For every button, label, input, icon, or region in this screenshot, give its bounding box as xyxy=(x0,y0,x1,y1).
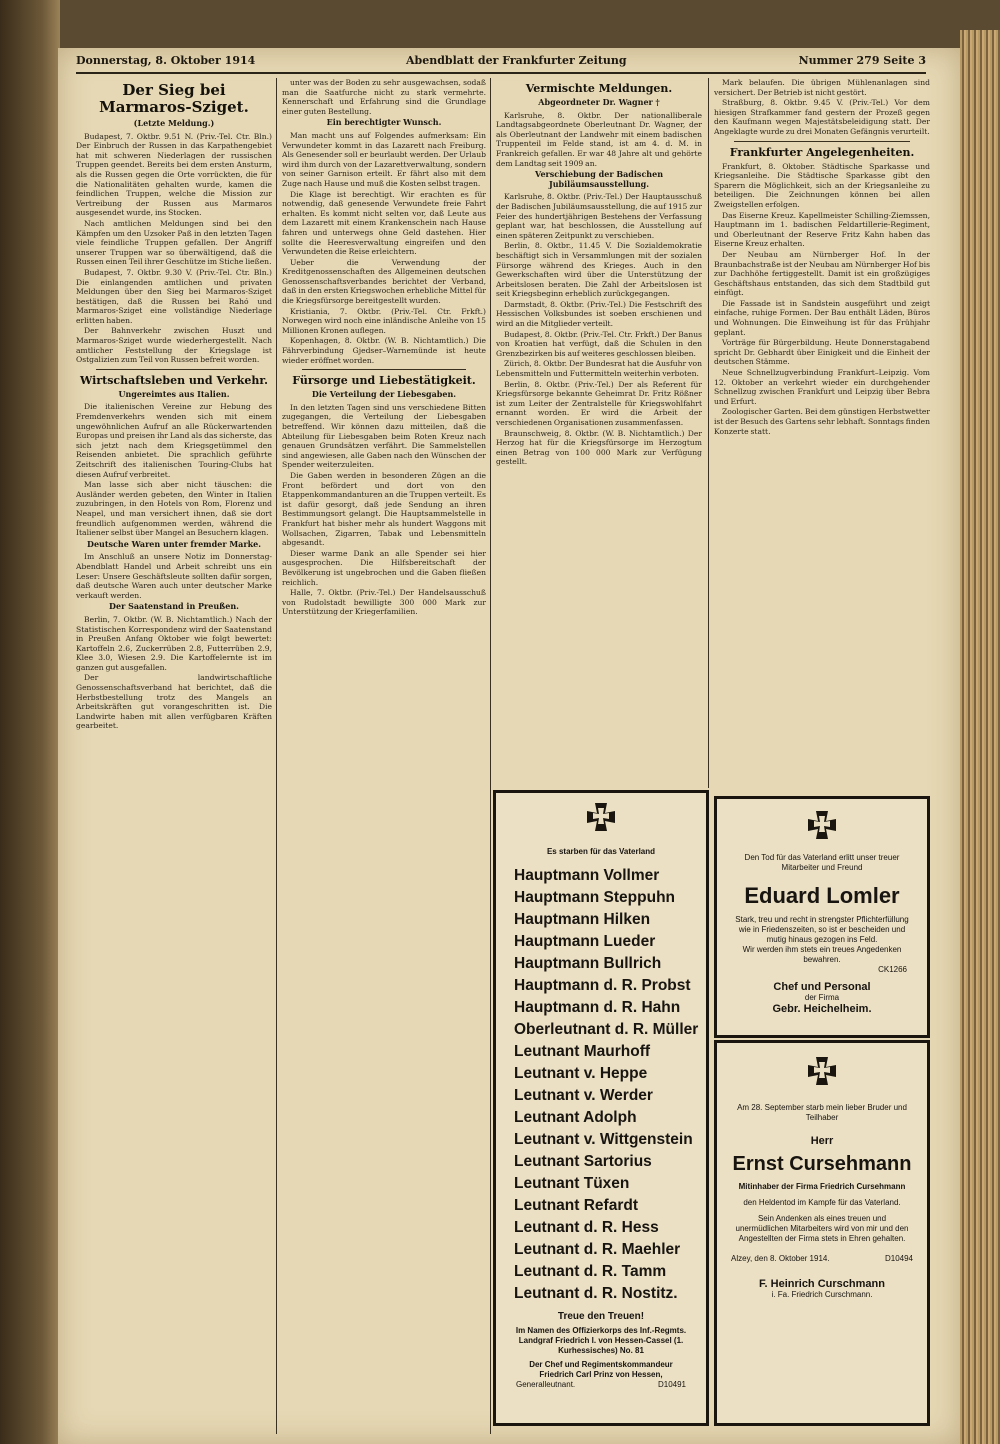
officer-name: Leutnant d. R. Maehler xyxy=(514,1241,681,1258)
deceased-name: Ernst Cursehmann xyxy=(732,1153,912,1175)
article-text: Der landwirtschaftliche Genossenschaftsverband hat berichtet, daß die Herbstbestellung trotz des Mangels an Arbeitskräften gut vorangeschritten ist. Die Landwirte haben mit allen verfügbaren Kräften gearbeitet. xyxy=(76,673,272,731)
officer-name: Leutnant d. R. Hess xyxy=(514,1219,659,1236)
masthead-paper: Abendblatt der Frankfurter Zeitung xyxy=(406,54,627,67)
obituary-cursehmann xyxy=(714,1040,930,1426)
column-4 xyxy=(714,78,930,784)
ad-commander: Friedrich Carl Prinz von Hessen, xyxy=(539,1370,663,1379)
officer-name: Hauptmann Lueder xyxy=(514,933,656,950)
ad-intro: Den Tod für das Vaterland erlitt unser treuer Mitarbeiter und Freund xyxy=(744,853,900,872)
subhead-wagner: Abgeordneter Dr. Wagner † xyxy=(538,97,660,107)
fallen-officers-list xyxy=(496,865,706,1305)
article-text: Neue Schnellzugverbindung Frankfurt–Leipzig. Vom 12. Oktober an verkehrt wieder ein durchgehender Schnellzug zwischen Frankfurt und Leipzig über Bebra und Erfurt. xyxy=(714,368,930,406)
obituary-lomler xyxy=(714,796,930,1038)
ad-herr: Herr xyxy=(810,1135,834,1147)
officer-name: Leutnant Tüxen xyxy=(514,1175,630,1192)
officer-name: Hauptmann Vollmer xyxy=(514,867,660,884)
article-text: Budapest, 7. Oktbr. 9.51 N. (Priv.-Tel. Ctr. Bln.) Der Einbruch der Russen in das Karpathengebiet hat mit schweren Niederlagen der russischen Truppen geendet. Bereits bei dem ersten Ansturm, als die Russen gegen die Orte vorrückten, die für die Nationalitäten gehalten wurde, kamen die feindlichen Truppen, welche die Mission zur Vertreibung der Russen aus Marmaros ausgesendet wurde, ins Stocken. xyxy=(76,131,272,218)
subhead-italy: Ungereimtes aus Italien. xyxy=(118,388,230,399)
divider xyxy=(734,141,910,142)
deceased-name: Eduard Lomler xyxy=(744,883,900,908)
iron-cross-icon xyxy=(802,809,842,849)
ad-place-date: Alzey, den 8. Oktober 1914. xyxy=(731,1254,830,1263)
article-text: Zürich, 8. Oktbr. Der Bundesrat hat die Ausfuhr von Lebensmitteln und Futtermitteln weiterhin verboten. xyxy=(496,359,702,379)
ad-firm-pre: der Firma xyxy=(804,993,840,1002)
ad-text: Stark, treu und recht in strengster Pflichterfüllung wie in Friedenszeiten, so ist er bescheiden und mutig hinaus gezogen ins Feld. xyxy=(735,915,909,944)
headline-misc: Vermischte Meldungen. xyxy=(525,82,673,95)
article-text: Karlsruhe, 8. Oktbr. (Priv.-Tel.) Der Hauptausschuß der Badischen Jubiläumsausstellung, die auf 1915 zur Feier des hundertjährigen Bestehens der Verfassung geplant war, hat beschlossen, die Ausstellung auf einen späteren Zeitpunkt zu verschieben. xyxy=(496,192,702,240)
ad-code: D10491 xyxy=(657,1380,686,1389)
article-text: Das Eiserne Kreuz. Kapellmeister Schilling-Ziemssen, Hauptmann im 1. badischen Feldartillerie-Regiment, und Oberleutnant der Reserve Fritz Kahn haben das Eiserne Kreuz erhalten. xyxy=(714,210,930,249)
article-text: Mark belaufen. Die übrigen Mühlenanlagen sind versichert. Der Betrieb ist nicht gestört. xyxy=(714,78,930,97)
article-text: Berlin, 8. Oktbr. (Priv.-Tel.) Der als Referent für Kriegsfürsorge bekannte Geheimrat Dr. Fritz Rößner ist zum Leiter der Zentralstelle für Kriegswohlfahrt ernannt worden. Er wird die Arbeit der verschiedenen Organisationen zusammenfassen. xyxy=(496,379,702,427)
article-text: Im Anschluß an unsere Notiz im Donnerstag-Abendblatt Handel und Arbeit schreibt uns ein Leser: Unsere Geschäftsleute sollten dafür sorgen, daß deutsche Waren auch unter deutscher Marke verkauft werden. xyxy=(76,552,272,600)
column-3 xyxy=(496,78,702,784)
officer-name: Leutnant Sartorius xyxy=(514,1153,652,1170)
article-text: Halle, 7. Oktbr. (Priv.-Tel.) Der Handelsausschuß von Rudolstadt bewilligte 300 000 Mark zur Unterstützung der Kriegerfamilien. xyxy=(282,588,486,617)
article-text: Die Gaben werden in besonderen Zügen an die Front befördert und dort von den Etappenkommandanturen an die Truppen verteilt. Es ist dafür gesorgt, daß jede Sendung an ihren Bestimmungsort gelangt. Die Hauptsammelstelle in Frankfurt hat bisher mehr als hundert Waggons mit Wollsachen, Zigarren, Tabak und Lebensmitteln abgesandt. xyxy=(282,470,486,548)
article-text: Budapest, 8. Oktbr. (Priv.-Tel. Ctr. Frkft.) Der Banus von Kroatien hat verfügt, daß die Schulen in den Grenzbezirken bis auf weiteres geschlossen bleiben. xyxy=(496,329,702,358)
article-text: Man lasse sich aber nicht täuschen: die Ausländer werden gebeten, den Winter in Italien zuzubringen, in den Hotels von Rom, Florenz und Neapel, und man versichert ihnen, daß sie dort freundlich aufgenommen werden, während die Italiener selbst über Mangel an Besuchern klagen. xyxy=(76,480,272,538)
ad-commander-title: Der Chef und Regimentskommandeur xyxy=(529,1360,673,1369)
officer-name: Leutnant Maurhoff xyxy=(514,1043,651,1060)
ad-regiment: Im Namen des Offizierkorps des Inf.-Regmts. Landgraf Friedrich I. von Hessen-Cassel (1. Kurhessisches) No. 81 xyxy=(515,1326,687,1355)
article-text: Man macht uns auf Folgendes aufmerksam: Ein Verwundeter kommt in das Lazarett nach Freiburg. Als Genesender soll er beurlaubt werden. Der Urlaub wird ihm durch von der Lazarettverwaltung, sondern von seiner Garnison erteilt. Er fährt also mit dem Zuge nach Hause und muß die Kosten selbst tragen. xyxy=(282,130,486,188)
headline-welfare: Fürsorge und Liebestätigkeit. xyxy=(292,374,476,388)
ad-heading: Es starben für das Vaterland xyxy=(546,847,656,856)
officer-name: Leutnant v. Heppe xyxy=(514,1065,648,1082)
article-text: Ueber die Verwendung der Kreditgenossenschaften des Allgemeinen deutschen Genossenschaftsverbandes berichtet der Verband, daß in den ersten Kriegswochen erhebliche Mittel für die Kriegsfürsorge bereitgestellt wurden. xyxy=(282,257,486,306)
officer-name: Hauptmann d. R. Probst xyxy=(514,977,691,994)
divider xyxy=(96,369,252,370)
headline-economy: Wirtschaftsleben und Verkehr. xyxy=(80,373,268,387)
article-text: unter was der Boden zu sehr ausgewachsen, sodaß man die Saatfurche nicht zu stark vermehrte. Kennerschaft und Erfahrung sind die Grundlage einer guten Bestellung. xyxy=(282,78,486,116)
officer-name: Leutnant v. Wittgenstein xyxy=(514,1131,693,1148)
column-rule xyxy=(276,78,277,1434)
masthead-number: Nummer 279 Seite 3 xyxy=(798,54,926,67)
ad-text: Wir werden ihm stets ein treues Angedenken bewahren. xyxy=(742,945,902,964)
article-text: Straßburg, 8. Oktbr. 9.45 V. (Priv.-Tel.) Vor dem hiesigen Strafkammer fand gestern der Prozeß gegen den Kaufmann wegen Majestätsbeleidigung statt. Der Angeklagte wurde zu drei Monaten Gefängnis verurteilt. xyxy=(714,98,930,136)
divider xyxy=(302,369,466,370)
officer-name: Leutnant v. Werder xyxy=(514,1087,653,1104)
page-edge xyxy=(960,30,1000,1444)
article-text: Der Bahnverkehr zwischen Huszt und Marmaros-Sziget wurde wiederhergestellt. Nach amtlicher Feststellung der Kriegslage ist Ostgalizien zum Teil von Russen befreit worden. xyxy=(76,326,272,365)
article-text: Karlsruhe, 8. Oktbr. Der nationalliberale Landtagsabgeordnete Oberleutnant Dr. Wagner, der als Oberleutnant der Landwehr mit einem badischen Truppenteil im Felde stand, ist am 4. d. M. in Frankreich gefallen. Er war 48 Jahre alt und gehörte dem Landtag seit 1909 an. xyxy=(496,110,702,168)
officer-name: Leutnant d. R. Nostitz. xyxy=(514,1285,678,1302)
binding-gutter xyxy=(0,0,60,1444)
ad-closing: Treue den Treuen! xyxy=(557,1311,645,1322)
ad-death-line: den Heldentod im Kampfe für das Vaterland. xyxy=(743,1198,901,1207)
article-text: Die Fassade ist in Sandstein ausgeführt und zeigt einfache, ruhige Formen. Der Bau enthält Läden, Büros und Wohnungen. Die Einweihung ist für das Frühjahr geplant. xyxy=(714,298,930,337)
article-text: In den letzten Tagen sind uns verschiedene Bitten zugegangen, die Verteilung der Liebesgaben betreffend. Wir können dazu mitteilen, daß die Abteilung für Liebesgaben beim Roten Kreuz nach genauen Grundsätzen verfährt. Die Sammelstellen sind angewiesen, alle Gaben nach den Wünschen der Spender weiterzuleiten. xyxy=(282,402,486,470)
headline-marmaros: Der Sieg bei Marmaros-Sziget. xyxy=(99,81,249,116)
article-text: Die italienischen Vereine zur Hebung des Fremdenverkehrs wenden sich mit einem ungewöhnlichen Aufruf an alle Rückerwartenden Europas und preisen ihr Land als das sicherste, das sich jetzt nach dem Kriegsgetümmel den Reisenden anbietet. Die sprachlich geführte Zeitschrift des italienischen Touring-Clubs hat diesen Aufruf verbreitet. xyxy=(76,402,272,479)
ad-firm: Gebr. Heichelheim. xyxy=(772,1003,872,1015)
article-text: Kristiania, 7. Oktbr. (Priv.-Tel. Ctr. Frkft.) Norwegen wird noch eine inländische Anleihe von 15 Millionen Kronen auflegen. xyxy=(282,306,486,335)
article-text: Nach amtlichen Meldungen sind bei den Kämpfen um den Uzsoker Paß in den letzten Tagen viele feindliche Truppen gefallen. Der Angriff unserer Truppen war so überwältigend, daß die Russen einen Teil ihrer Geschütze im Stiche ließen. xyxy=(76,218,272,267)
article-text: Kopenhagen, 8. Oktbr. (W. B. Nichtamtlich.) Die Fährverbindung Gjedser–Warnemünde ist heute wieder eröffnet worden. xyxy=(282,336,486,365)
obituary-regiment xyxy=(493,790,709,1426)
officer-name: Leutnant Adolph xyxy=(514,1109,637,1126)
article-text: Zoologischer Garten. Bei dem günstigen Herbstwetter ist der Besuch des Gartens sehr lebhaft. Sonntags finden Konzerte statt. xyxy=(714,407,930,436)
article-text: Braunschweig, 8. Oktbr. (W. B. Nichtamtlich.) Der Herzog hat für die Kriegsfürsorge im Herzogtum einen Betrag von 100 000 Mark zur Verfügung gestellt. xyxy=(496,428,702,467)
subhead-crops: Der Saatenstand in Preußen. xyxy=(109,601,239,612)
column-1 xyxy=(76,78,272,1434)
ad-code: D10494 xyxy=(884,1254,913,1263)
subhead-german-goods: Deutsche Waren unter fremder Marke. xyxy=(87,538,261,549)
subhead-wish: Ein berechtigter Wunsch. xyxy=(326,117,442,128)
article-text: Berlin, 8. Oktbr., 11.45 V. Die Sozialdemokratie beschäftigt sich in Versammlungen mit der sozialen Fürsorge während des Krieges. Auch in den Gewerkschaften wird über die Unterstützung der Arbeitslosen beraten. Die Zahl der Arbeitslosen ist seit Kriegsbeginn erheblich zurückgegangen. xyxy=(496,241,702,299)
subhead-last-report: (Letzte Meldung.) xyxy=(133,118,215,128)
column-rule xyxy=(708,78,709,788)
ad-memory: Sein Andenken als eines treuen und unermüdlichen Mitarbeiters wird von mir und den Angestellten der Firma stets in Ehren gehalten. xyxy=(735,1214,909,1243)
officer-name: Leutnant d. R. Tamm xyxy=(514,1263,667,1280)
article-text: Die Klage ist berechtigt. Wir erachten es für notwendig, daß genesende Verwundete freie Fahrt erhalten. Es kommt nicht selten vor, daß Leute aus dem Lazarett mit einem Krankenschein nach Hause fahren und unterwegs ohne Geld dastehen. Hier sollte die Heeresverwaltung eingreifen und den Verwundeten die Reise erleichtern. xyxy=(282,189,486,257)
column-rule xyxy=(490,78,491,1434)
officer-name: Hauptmann d. R. Hahn xyxy=(514,999,681,1016)
article-text: Budapest, 7. Oktbr. 9.30 V. (Priv.-Tel. Ctr. Bln.) Die einlangenden amtlichen und privaten Meldungen über den Sieg bei Marmaros-Sziget bestätigen, daß die Russen bei Rahó und Marmaros-Sziget eine vollständige Niederlage erlitten haben. xyxy=(76,267,272,325)
masthead xyxy=(76,54,926,74)
subhead-exhibition: Verschiebung der Badischen Jubiläumsausstellung. xyxy=(534,169,664,189)
article-text: Berlin, 7. Oktbr. (W. B. Nichtamtlich.) Nach der Statistischen Korrespondenz wird der Saatenstand in Preußen Anfang Oktober wie folgt bewertet: Kartoffeln 2.6, Zuckerrüben 2.8, Futterrüben 2.9, Klee 3.0, Wiesen 2.9. Die Kartoffelernte ist im ganzen gut ausgefallen. xyxy=(76,614,272,672)
ad-firm-line: Mitinhaber der Firma Friedrich Cursehmann xyxy=(738,1182,906,1191)
ad-signers: Chef und Personal xyxy=(773,981,871,993)
column-2 xyxy=(282,78,486,1434)
article-text: Frankfurt, 8. Oktober. Städtische Sparkasse und Kriegsanleihe. Die Städtische Sparkasse gibt den Sparern die Möglichkeit, sich an der Kriegsanleihe zu beteiligen. Die Zeichnungen können bei allen Zweigstellen erfolgen. xyxy=(714,161,930,209)
iron-cross-icon xyxy=(802,1055,842,1095)
iron-cross-icon xyxy=(581,801,621,841)
officer-name: Hauptmann Hilken xyxy=(514,911,651,928)
masthead-date: Donnerstag, 8. Oktober 1914 xyxy=(76,54,256,67)
article-text: Darmstadt, 8. Oktbr. (Priv.-Tel.) Die Festschrift des Hessischen Volksbundes ist soeben erschienen und wird an die Mitglieder verteilt. xyxy=(496,299,702,329)
headline-frankfurt: Frankfurter Angelegenheiten. xyxy=(729,145,915,159)
article-text: Vorträge für Bürgerbildung. Heute Donnerstagabend spricht Dr. Gebhardt über Einigkeit und die Einheit der deutschen Stämme. xyxy=(714,338,930,367)
article-text: Dieser warme Dank an alle Spender sei hier ausgesprochen. Die Hilfsbereitschaft der Bevölkerung ist ungebrochen und die Gaben fließen reichlich. xyxy=(282,548,486,587)
officer-name: Oberleutnant d. R. Müller xyxy=(514,1021,699,1038)
ad-signer: F. Heinrich Curschmann xyxy=(759,1278,885,1290)
ad-rank: Generalleutnant. xyxy=(516,1380,576,1389)
officer-name: Hauptmann Steppuhn xyxy=(514,889,676,906)
officer-name: Hauptmann Bullrich xyxy=(514,955,662,972)
subhead-gifts: Die Verteilung der Liebesgaben. xyxy=(311,389,457,400)
ad-intro: Am 28. September starb mein lieber Bruder und Teilhaber xyxy=(737,1103,907,1122)
officer-name: Leutnant Refardt xyxy=(514,1197,638,1214)
article-text: Der Neubau am Nürnberger Hof. In der Braunbachstraße ist der Neubau am Nürnberger Hof bis zur Dachhöhe fertiggestellt. Damit ist ein großzügiges Geschäftshaus entstanden, das sich dem Stadtbild gut einfügt. xyxy=(714,249,930,298)
ad-signer-firm: i. Fa. Friedrich Curschmann. xyxy=(771,1290,873,1299)
ad-code: CK1266 xyxy=(878,965,907,974)
